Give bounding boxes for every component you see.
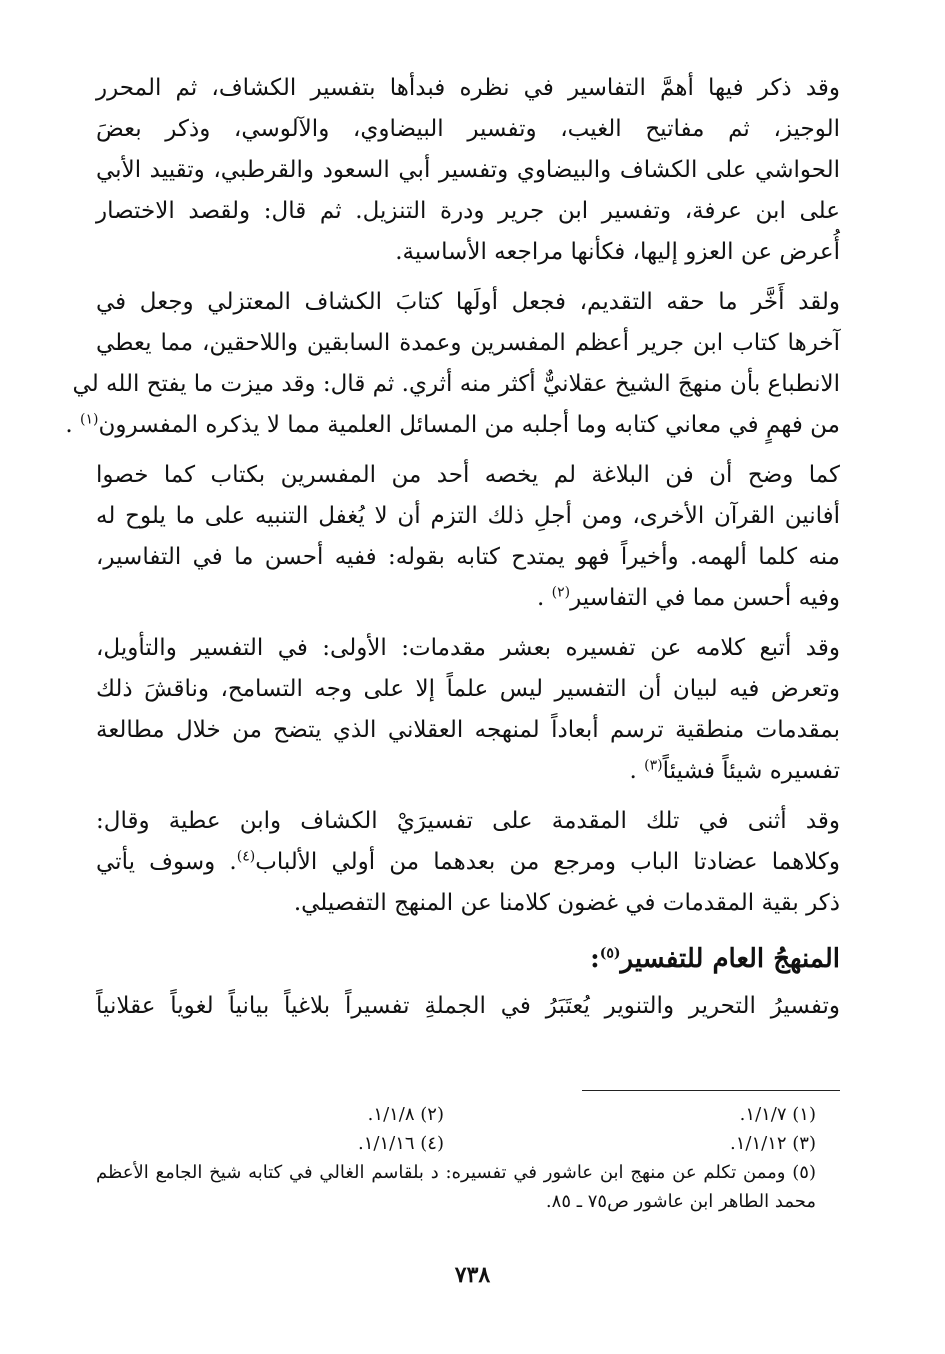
text-line: من فهمٍ في معاني كتابه وما أجلبه من المسائل العلمية مما لا يذكره المفسرون	[98, 412, 840, 438]
paragraph-5	[96, 801, 840, 924]
text-line: أفانين القرآن الأخرى، ومن أجلِ ذلك التزم أن لا يُغفل التنبيه على ما يلوح له	[96, 503, 840, 529]
text-line-with-note: تفسيره شيئاً فشيئاً$^{(٣)}$ .	[629, 757, 840, 784]
section-heading	[96, 936, 840, 982]
footnote-item: (١) ١/١/٧.	[739, 1104, 816, 1125]
text-line: الوجيز، ثم مفاتيح الغيب، وتفسير البيضاوي، والآلوسي، وذكر بعضَ	[96, 116, 840, 142]
text-line: وفيه أحسن مما في التفاسير	[570, 585, 840, 611]
footnote-ref: (١)	[80, 411, 99, 428]
text-segment: وكلاهما عضادتا الباب ومرجع من بعدهما من أولي الألباب	[255, 849, 840, 875]
paragraph-2	[65, 282, 840, 446]
text-line-with-note: من فهمٍ في معاني كتابه وما أجلبه من المسائل العلمية مما لا يذكره المفسرون$^{(١)}$ .	[65, 411, 840, 438]
footnote-row	[96, 1100, 840, 1129]
text-line: الانطباع بأن منهجَ الشيخ عقلانيٌّ أكثر منه أثري. ثم قال: وقد ميزت ما يفتح الله لي	[72, 371, 840, 397]
text-line: منه كلما ألهمه. وأخيراً فهو يمتدح كتابه بقوله: ففيه أحسن ما في التفاسير،	[96, 544, 840, 570]
text-line: بمقدمات منطقية ترسم أبعاداً لمنهجه العقلاني الذي يتضح من خلال مطالعة	[96, 717, 840, 743]
text-line: الحواشي على الكشاف والبيضاوي وتفسير أبي السعود والقرطبي، وتقييد الأبي	[96, 157, 840, 183]
footnote-ref: (٢)	[551, 584, 571, 601]
text-line: وقد أتبع كلامه عن تفسيره بعشر مقدمات: الأولى: في التفسير والتأويل،	[96, 635, 840, 661]
text-line: وتفسيرُ التحرير والتنوير يُعتَبَرُ في الجملةِ تفسيراً بلاغياً بيانياً لغوياً عقلانياً	[96, 993, 840, 1019]
footnote-item: (٢) ١/١/٨.	[367, 1104, 444, 1125]
footnote-row	[96, 1129, 840, 1158]
footnote-item: (٣) ١/١/١٢.	[730, 1133, 816, 1154]
heading-text: المنهجُ العام للتفسير	[620, 944, 840, 974]
text-line: تفسيره شيئاً فشيئاً	[662, 758, 840, 784]
page-number: ٧٣٨	[454, 1262, 491, 1288]
paragraph-3	[96, 455, 840, 619]
text-line: أُعرض عن العزو إليها، فكأنها مراجعه الأساسية.	[395, 239, 840, 265]
text-line: آخرها كتاب ابن جرير أعظم المفسرين وعمدة السابقين واللاحقين، مما يعطي	[96, 330, 840, 356]
text-line-with-note: وفيه أحسن مما في التفاسير$^{(٢)}$ .	[536, 584, 840, 611]
text-segment: . وسوف يأتي	[96, 849, 237, 875]
text-line: على ابن عرفة، وتفسير ابن جرير ودرة التنزيل. ثم قال: ولقصد الاختصار	[96, 198, 840, 224]
page-body	[65, 68, 840, 1036]
text-line: وتعرض فيه لبيان أن التفسير ليس علماً إلا على وجه التسامح، وناقشَ ذلك	[96, 676, 840, 702]
footnote-item: (٥) وممن تكلم عن منهج ابن عاشور في تفسيره: د بلقاسم الغالي في كتابه شيخ الجامع الأعظم محمد الطاهر ابن عاشور ص٧٥ ـ ٨٥.	[96, 1162, 816, 1212]
footnote-ref: (٤)	[236, 848, 256, 865]
text-line: كما وضح أن فن البلاغة لم يخصه أحد من المفسرين بكتاب كما خصوا	[96, 462, 840, 488]
text-line: ولقد أَخَّر ما حقه التقديم، فجعل أولَها كتابَ الكشاف المعتزلي وجعل في	[96, 289, 840, 315]
footnote-ref: (٣)	[644, 757, 663, 774]
footnote-ref: (٥)	[599, 945, 621, 962]
text-line: ذكر بقية المقدمات في غضون كلامنا عن المنهج التفصيلي.	[293, 890, 840, 916]
text-line: وقد أثنى في تلك المقدمة على تفسيرَيْ الكشاف وابن عطية وقال:	[96, 808, 840, 834]
paragraph-4	[96, 628, 840, 792]
paragraph-6	[96, 986, 840, 1027]
footnote-item: (٤) ١/١/١٦.	[358, 1133, 444, 1154]
footnotes	[96, 1100, 840, 1216]
text-line: وقد ذكر فيها أهمَّ التفاسير في نظره فبدأها بتفسير الكشاف، ثم المحرر	[96, 75, 840, 101]
heading-suffix: :	[590, 944, 600, 974]
paragraph-1	[96, 68, 840, 273]
text-line-with-note	[96, 842, 840, 883]
